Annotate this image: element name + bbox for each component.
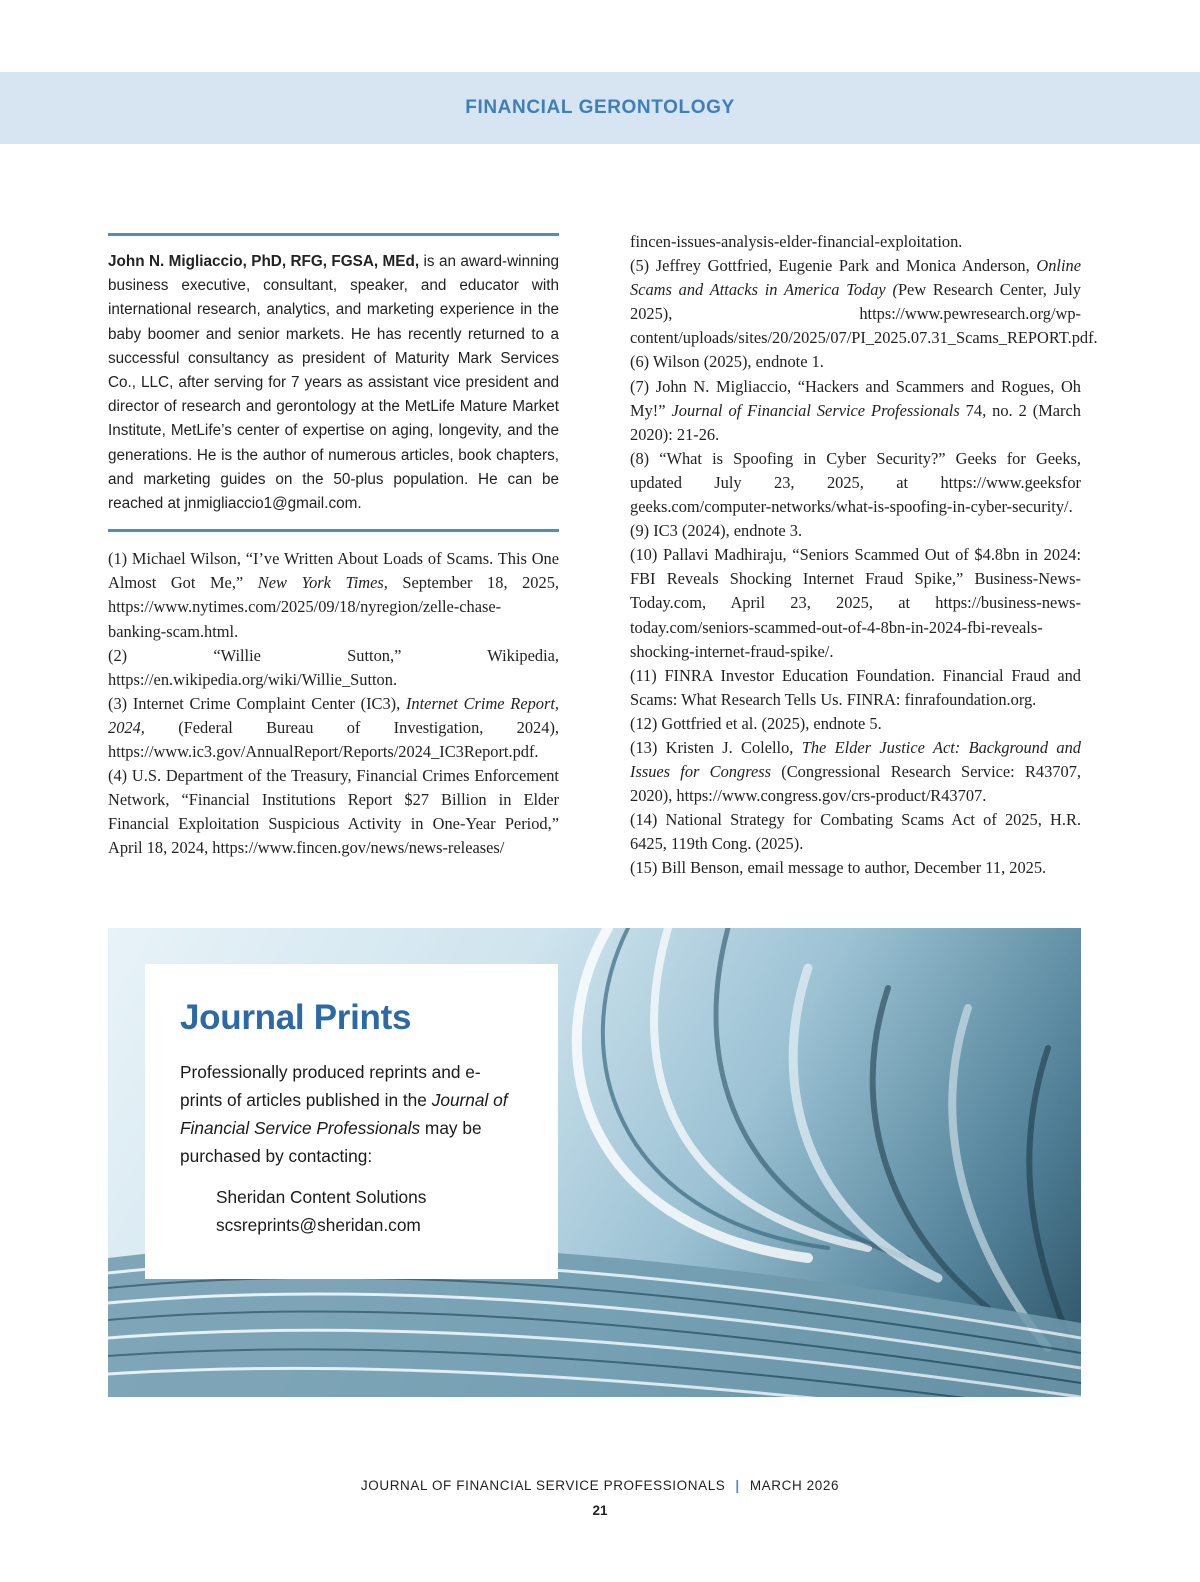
section-header-band	[0, 72, 1200, 144]
endnote-12: (12) Gottfried et al. (2025), endnote 5.	[630, 713, 882, 733]
journal-prints-journal-name: Journal of Financial Service Professionals	[180, 1090, 508, 1138]
author-bio-text: is an award-winning business executive, consultant, speaker, and educator with international research, analytics, and marketing experience in the baby boomer and senior markets. He has recently returned to a successful consultancy as president of Maturity Mark Services Co., LLC, after serving for 7 years as assistant vice president and director of research and gerontology at the MetLife Mature Market Institute, MetLife’s center of expertise on aging, longevity, and the generations. He is the author of numerous articles, book chapters, and marketing guides on the 50-plus population. He can be reached at jnmigliaccio1@gmail.com.	[108, 253, 559, 513]
endnote-1	[108, 547, 559, 643]
endnote-13-title: The Elder Justice Act: Background and Issues for Congress	[630, 737, 1081, 782]
endnote-7	[630, 375, 1081, 447]
endnote-7-title: Journal of Financial Service Professionals	[671, 400, 960, 420]
endnote-6: (6) Wilson (2025), endnote 1.	[630, 352, 824, 372]
endnote-13	[630, 736, 1081, 808]
endnote-11: (11) FINRA Investor Education Foundation. Financial Fraud and Scams: What Research Tells Us. FINRA: finrafoundation.org.	[630, 665, 1081, 709]
endnote-1-rest: September 18, 2025, https://www.nytimes.com/2025/09/18/nyregion/zelle-chase-banking-scam.html.	[108, 573, 559, 641]
endnote-15: (15) Bill Benson, email message to author, December 11, 2025.	[630, 858, 1047, 878]
contact-company: Sheridan Content Solutions	[216, 1187, 427, 1207]
endnote-7-rest: 74, no. 2 (March 2020): 21-26.	[630, 400, 1081, 444]
journal-prints-title: Journal Prints	[180, 998, 412, 1037]
endnote-5-rest: Pew Research Center, July 2025), https://www.pewresearch.org/wp-content/uploads/sites/20/2025/07/PI_2025.07.31_Scams_REPORT.pdf.	[630, 280, 1098, 348]
endnote-1-text: (1) Michael Wilson, “I’ve Written About Loads of Scams. This One Almost Got Me,”	[108, 549, 559, 593]
endnotes-left	[108, 547, 559, 860]
endnote-10: (10) Pallavi Madhiraju, “Seniors Scammed Out of $4.8bn in 2024: FBI Reveals Shocking Internet Fraud Spike,” Business-News-Today.com, April 23, 2025, at https://business-news-today.com/seniors-scammed-out-of-4-8bn-in-2024-fbi-reveals-shocking-internet-fraud-spike/.	[630, 545, 1081, 661]
footer-issue-date: MARCH 2026	[749, 1478, 840, 1493]
endnote-7-text: (7) John N. Migliaccio, “Hackers and Scammers and Rogues, Oh My!”	[630, 376, 1081, 420]
section-title: FINANCIAL GERONTOLOGY	[465, 97, 735, 118]
footer-separator: |	[735, 1478, 740, 1493]
endnote-8: (8) “What is Spoofing in Cyber Security?” Geeks for Geeks, updated July 23, 2025, at https://www.geeksfor geeks.com/computer-networks/what-is-spoofing-in-cyber-security/.	[630, 448, 1081, 517]
author-bio	[108, 250, 559, 516]
endnote-14: (14) National Strategy for Combating Scams Act of 2025, H.R. 6425, 119th Cong. (2025).	[630, 810, 1081, 854]
footer-journal-name: JOURNAL OF FINANCIAL SERVICE PROFESSIONALS	[360, 1478, 726, 1493]
endnote-13-rest: (Congressional Research Service: R43707, 2020), https://www.congress.gov/crs-product/R43707.	[630, 762, 1081, 806]
endnote-5	[630, 254, 1098, 350]
left-column	[108, 233, 559, 860]
endnote-3-title: Internet Crime Report, 2024,	[108, 693, 560, 737]
page-footer	[0, 1478, 1200, 1493]
right-column	[630, 230, 1098, 881]
endnote-4-continued: fincen-issues-analysis-elder-financial-exploitation.	[630, 232, 963, 251]
endnote-9: (9) IC3 (2024), endnote 3.	[630, 521, 803, 541]
endnotes-right	[630, 230, 1098, 881]
endnote-2: (2) “Willie Sutton,” Wikipedia, https://en.wikipedia.org/wiki/Willie_Sutton.	[108, 645, 559, 689]
bio-top-rule	[108, 233, 559, 236]
journal-prints-ad	[108, 928, 1081, 1397]
endnote-3-rest: (Federal Bureau of Investigation, 2024), https://www.ic3.gov/AnnualReport/Reports/2024_IC3Report.pdf.	[108, 717, 559, 761]
journal-prints-description	[180, 1058, 522, 1170]
page-number: 21	[592, 1503, 608, 1518]
endnote-5-title: Online Scams and Attacks in America Today (	[630, 256, 1081, 300]
journal-prints-description-text: Professionally produced reprints and e-prints of articles published in the	[180, 1062, 481, 1110]
endnote-13-text: (13) Kristen J. Colello,	[630, 737, 802, 757]
endnote-4: (4) U.S. Department of the Treasury, Financial Crimes Enforcement Network, “Financial Institutions Report $27 Billion in Elder Financial Exploitation Suspicious Activity in One-Year Period,” April 18, 2024, https://www.fincen.gov/news/news-releases/	[108, 766, 559, 858]
journal-prints-contact	[216, 1183, 522, 1239]
author-name: John N. Migliaccio, PhD, RFG, FGSA, MEd,	[108, 253, 420, 270]
journal-prints-card	[145, 964, 558, 1279]
bio-bottom-rule	[108, 529, 559, 532]
endnote-1-title: New York Times,	[257, 573, 388, 593]
endnote-5-text: (5) Jeffrey Gottfried, Eugenie Park and Monica Anderson,	[630, 256, 1037, 276]
contact-email[interactable]: scsreprints@sheridan.com	[216, 1215, 421, 1235]
endnote-3-text: (3) Internet Crime Complaint Center (IC3),	[108, 693, 406, 713]
endnote-3	[108, 692, 559, 764]
journal-prints-description-rest: may be purchased by contacting:	[180, 1118, 482, 1166]
